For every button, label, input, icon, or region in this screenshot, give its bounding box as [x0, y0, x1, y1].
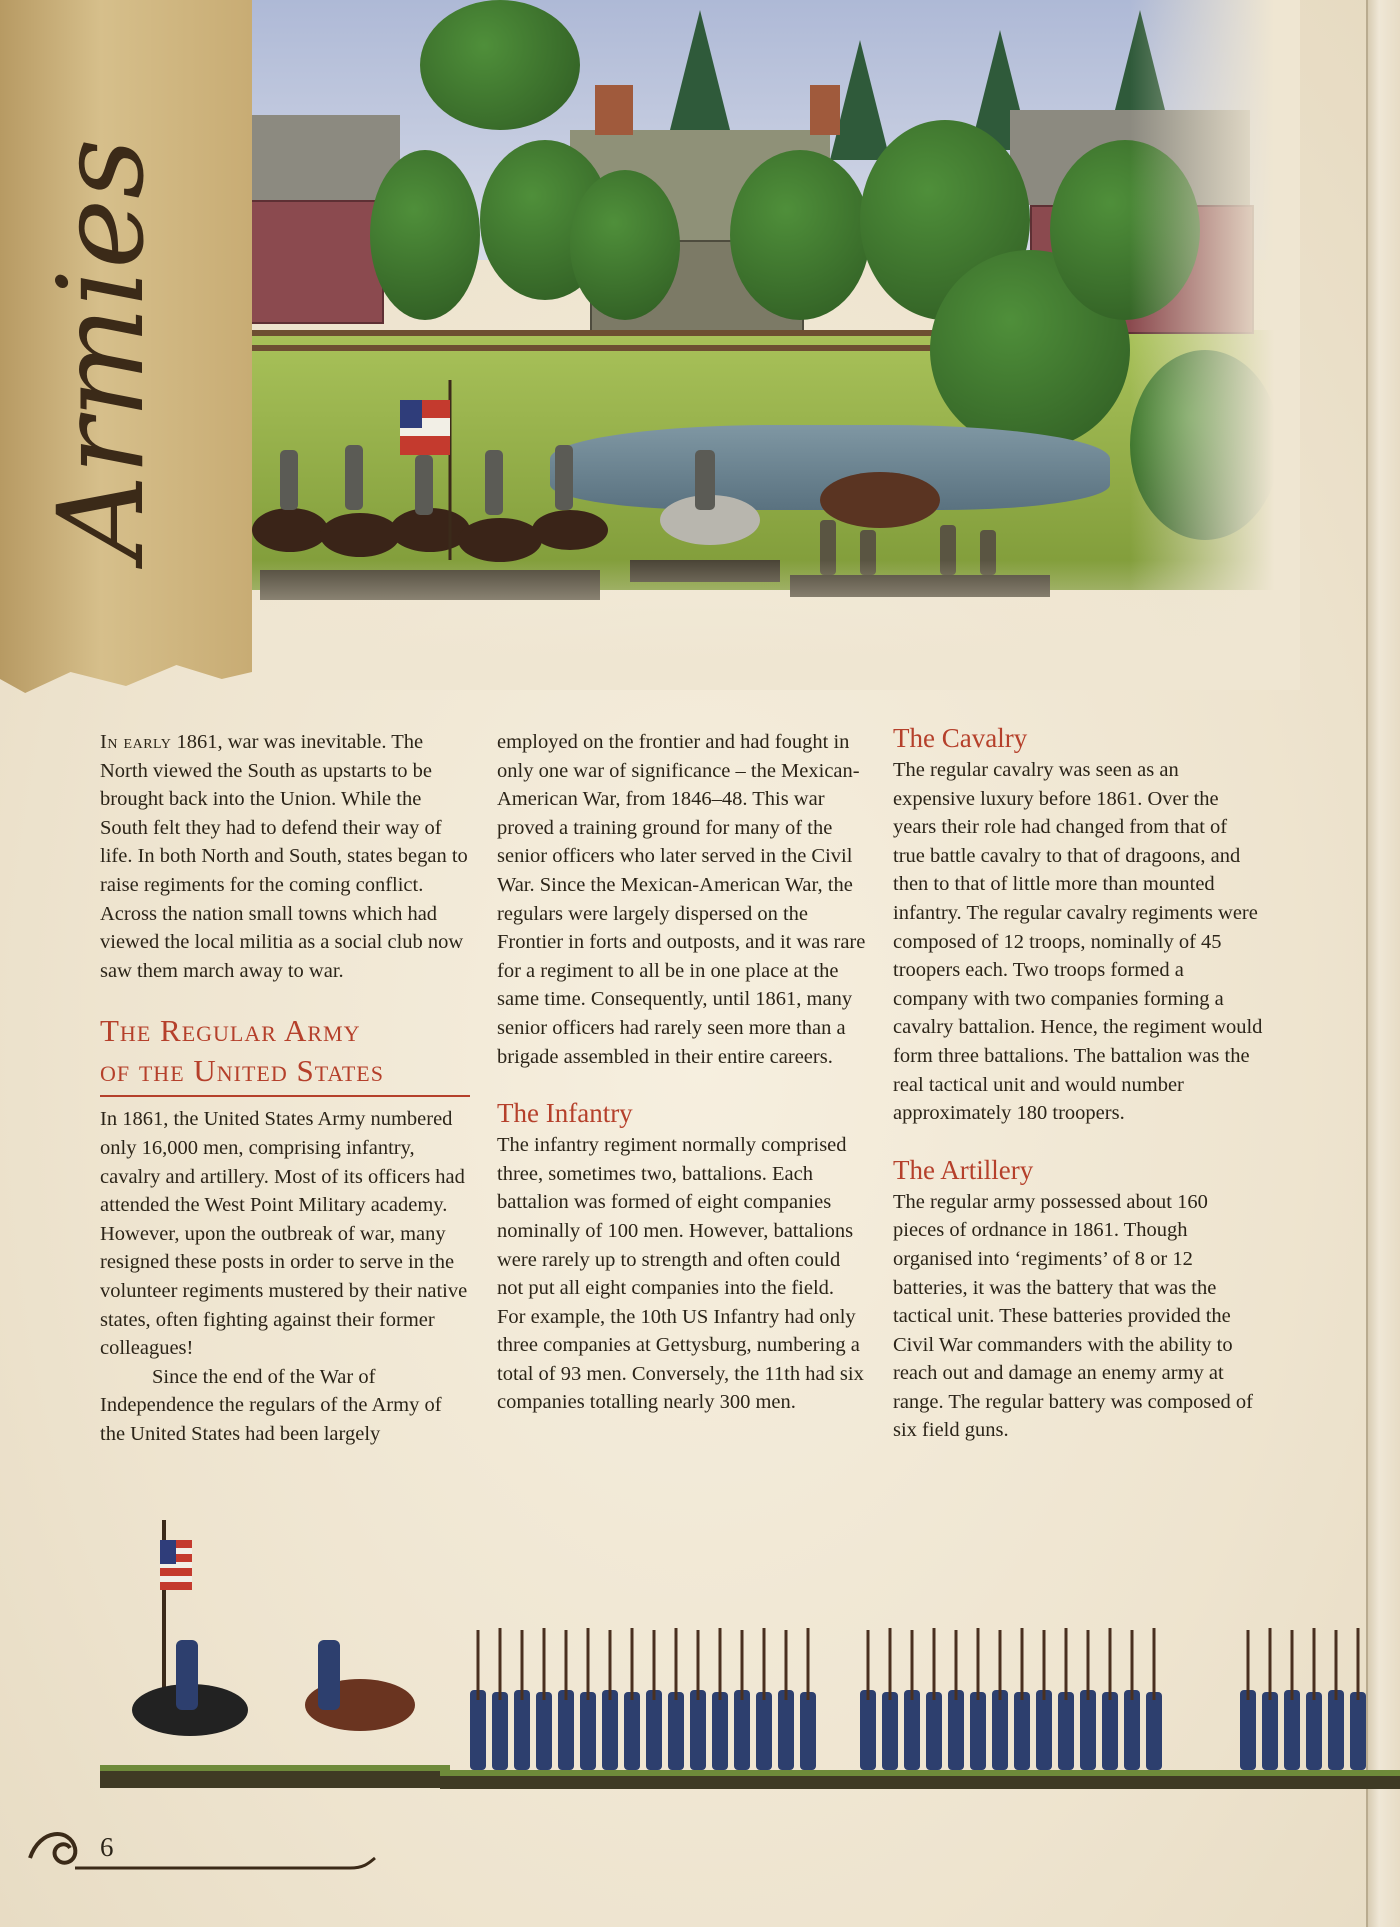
tree — [420, 0, 580, 130]
wargame-diorama-photo — [250, 0, 1300, 690]
photo-fade-right — [1130, 0, 1300, 690]
artillery-heading: The Artillery — [893, 1154, 1034, 1185]
heading-line-2: of the United States — [100, 1053, 384, 1089]
section-title: Armies — [32, 138, 170, 560]
tree — [570, 170, 680, 320]
artillery-paragraph: The regular army possessed about 160 pieces of ordnance in 1861. Though organised into ‘regiments’ of 8 or 12 batteries, it was the battery that was the tactical unit. These batteries provided the Civil War commanders with the ability to reach out and damage an enemy army at range. The regular battery was composed of six field guns. — [893, 1190, 1253, 1442]
heading-line-1: The Regular Army — [100, 1013, 361, 1049]
cavalry-paragraph: The regular cavalry was seen as an expensive luxury before 1861. Over the years their role had changed from that of true battle cavalry to that of dragoons, and then to that of little more than mounted infantry. The regular cavalry regiments were composed of 12 troops, nominally of 45 troopers each. Two troops formed a company with two companies forming a cavalry battalion. Hence, the regiment would form three battalions. The battalion was the real tactical unit and would number approximately 180 troopers. — [893, 759, 1263, 1125]
red-house — [250, 200, 384, 324]
infantry-heading: The Infantry — [497, 1098, 633, 1129]
text-column-1 — [100, 728, 470, 1448]
intro-paragraph — [100, 728, 470, 985]
spacer — [497, 1071, 867, 1097]
tree — [370, 150, 480, 320]
chimney — [595, 85, 633, 135]
regular-army-heading — [100, 1011, 470, 1097]
text-column-3 — [893, 722, 1263, 1445]
tree — [730, 150, 870, 320]
pine-tree — [670, 10, 730, 130]
flourish-ornament — [20, 1818, 380, 1878]
spacer — [893, 1128, 1263, 1154]
page-number: 6 — [100, 1832, 114, 1862]
intro-text: 1861, war was inevitable. The North viewed the South as upstarts to be brought back into the Union. While the South felt they had to defend their way of life. In both North and South, states began to raise regiments for the coming conflict. Across the nation small towns which had viewed the local militia as a social club now saw them march away to war. — [100, 731, 468, 982]
regular-army-paragraph-2: Since the end of the War of Independence the regulars of the Army of the United States had been largely — [100, 1365, 442, 1445]
chimney — [810, 85, 840, 135]
union-miniatures-row — [100, 1510, 1400, 1810]
text-column-2 — [497, 728, 867, 1417]
regular-army-paragraph-1: In 1861, the United States Army numbered only 16,000 men, comprising infantry, cavalry and artillery. Most of its officers had attended the West Point Military academy. However, upon the outbreak of war, many resigned these posts in order to serve in the volunteer regiments mustered by their native states, often fighting against their former colleagues! — [100, 1108, 468, 1360]
cavalry-heading: The Cavalry — [893, 723, 1028, 753]
lead-in: In early — [100, 731, 172, 753]
regular-army-paragraph-2-continued: employed on the frontier and had fought in only one war of significance – the Mexican-American War, from 1846–48. This war proved a training ground for many of the senior officers who later served in the Civil War. Since the Mexican-American War, the regulars were largely dispersed on the Frontier in forts and outposts, and it was rare for a regiment to all be in one place at the same time. Consequently, until 1861, many senior officers had rarely seen more than a brigade assembled in their entire careers. — [497, 731, 866, 1068]
infantry-paragraph: The infantry regiment normally comprised three, sometimes two, battalions. Each battalion was formed of eight companies nominally of 100 men. However, battalions were rarely up to strength and often could not put all eight companies into the field. For example, the 10th US Infantry had only three companies at Gettysburg, numbering a total of 93 men. Conversely, the 11th had six companies totalling nearly 300 men. — [497, 1134, 864, 1414]
